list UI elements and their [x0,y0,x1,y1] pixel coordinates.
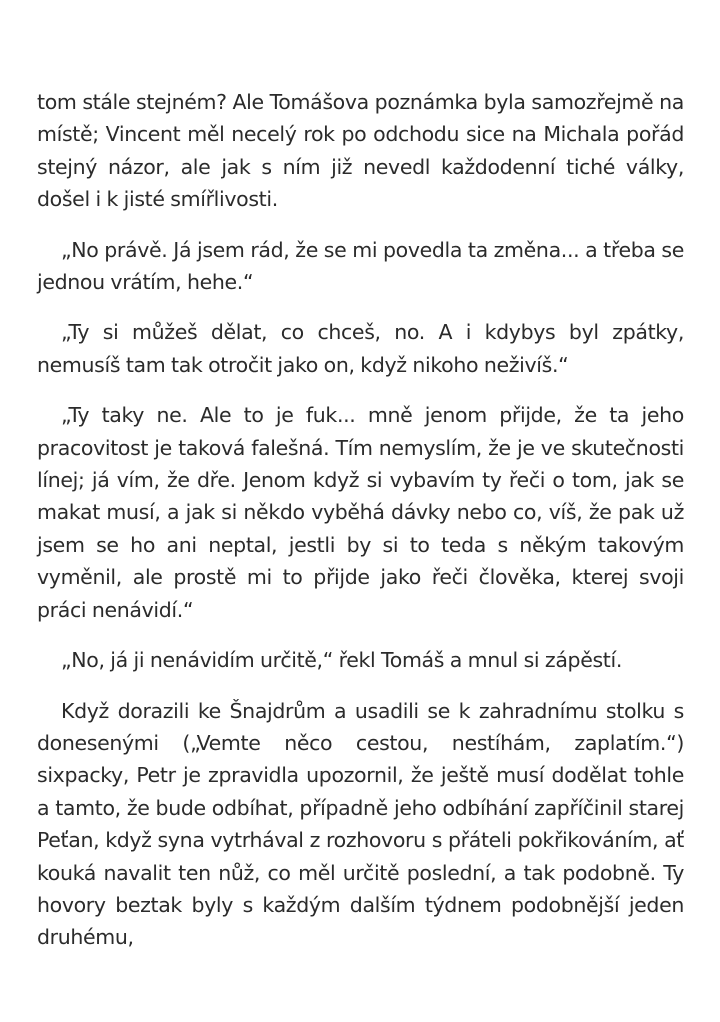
paragraph-2: „No právě. Já jsem rád, že se mi povedla ta změna... a třeba se jednou vrátím, hehe.“ [37,237,684,295]
paragraph-4: „Ty taky ne. Ale to je fuk... mně jenom přijde, že ta jeho pracovitost je taková falešná. Tím nemyslím, že je ve skutečnosti línej; já vím, že dře. Jenom když si vybavím ty řeči o tom, jak se makat musí, a jak si někdo vyběhá dávky nebo co, víš, že pak už jsem se ho ani neptal, jestli by si to teda s někým takovým vyměnil, ale prostě mi to přijde jako řeči člověka, kterej svoji práci nenávidí.“ [37,403,684,622]
paragraph-3: „Ty si můžeš dělat, co chceš, no. A i kdybys byl zpátky, nemusíš tam tak otročit jako on, když nikoho neživíš.“ [37,320,684,377]
paragraph-1: tom stále stejném? Ale Tomášova poznámka byla samozřejmě na místě; Vincent měl necelý rok po odchodu sice na Michala pořád stejný názor, ale jak s ním již nevedl každodenní tiché války, došel i k jisté smířlivosti. [37,90,684,212]
paragraph-6: Když dorazili ke Šnajdrům a usadili se k zahradnímu stolku s donesenými („Vemte něco cestou, nestíhám, zaplatím.“) sixpacky, Petr je zpravidla upozornil, že ještě musí dodělat tohle a tamto, že bude odbíhat, případně jeho odbíhání zapříčinil starej Peťan, když syna vytrhával z rozhovoru s přáteli pokřikováním, ať kouká navalit ten nůž, co měl určitě poslední, a tak podobně. Ty hovory beztak byly s každým dalším týdnem podobnější jeden druhému, [37,698,684,950]
document-page [37,86,684,954]
paragraph-5: „No, já ji nenávidím určitě,“ řekl Tomáš a mnul si zápěstí. [61,648,622,673]
